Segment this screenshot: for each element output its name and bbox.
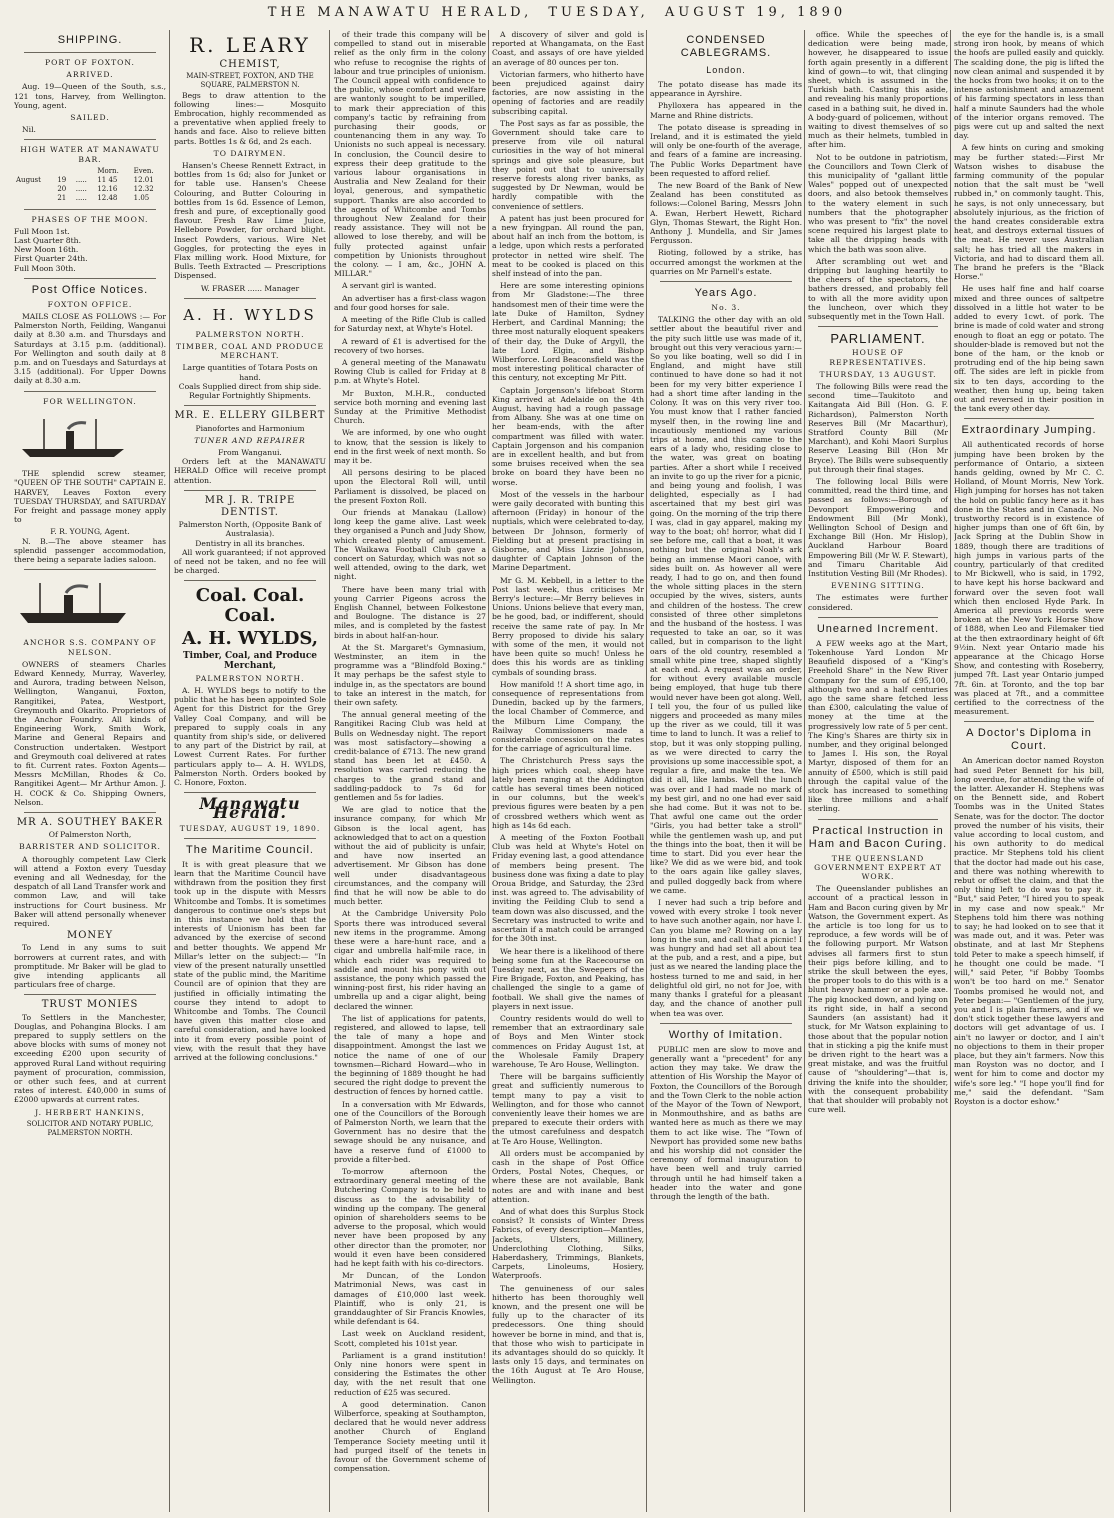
port-heading: PORT OF FOXTON. xyxy=(45,58,135,67)
fraser-manager: W. FRASER ...... Manager xyxy=(200,283,300,293)
paragraph: The list of applications for patents, registered, and allowed to lapse, tell the tale of many a hope and disappointment. Amongst the last we notice the name of one of our townsmen—Richard Howard—who in the beginning of 1889 thought he had secured the right dodge to prevent the destruction of fences by horned cattle. xyxy=(334,1013,486,1097)
moon-phase: First Quarter 24th. xyxy=(14,254,88,264)
wellington-heading: FOR WELLINGTON. xyxy=(43,396,137,406)
high-water-table: Morn. Even. August 19 ..... 11 45 12.01 20 ..... 12.16 12.32 21 ..... 12.48 1.05 xyxy=(14,167,166,204)
estimates-text: The estimates were further considered. xyxy=(808,593,948,612)
totara-posts: Large quantities of Totara Posts on hand. xyxy=(182,363,318,382)
timber-merchant: TIMBER, COAL AND PRODUCE MERCHANT. xyxy=(175,342,324,361)
wylds-text: A. H. WYLDS begs to notify to the public that he has been appointed Sole Agent for this District for the Grey Valley Coal Company, and will be prepared to supply coals in any quantity from ship's side, or delivered to any part of the District by rail, at Lowest Current Rates. For further particulars apply to— A. H. WYLDS, Palmerston North. Orders booked by C. Honore, Foxton. xyxy=(174,685,326,787)
pianos: Pianofortes and Harmonium xyxy=(195,423,305,433)
hw-col: Morn. xyxy=(97,166,119,175)
column-rule xyxy=(488,30,489,1512)
column-rule xyxy=(804,30,805,1512)
wellington-text: THE splendid screw steamer, "QUEEN OF THE SOUTH" CAPTAIN E. HARVEY, Leaves Foxton every TUESDAY THURSDAY, and SATURDAY For freight and passage money apply to xyxy=(14,469,166,525)
palmerston-north: PALMERSTON NORTH. xyxy=(195,329,305,339)
paragraph: Most of the vessels in the harbour were gaily decorated with bunting this afternoon (Friday) in honour of the nuptials, which were celebrated to-day, between Dr Johnson, formerly of Fielding but at present practising in Gisborne, and Miss Lizzie Johnson, daughter of Captain Johnson of the Marine Department. xyxy=(492,489,644,573)
column-rule xyxy=(169,30,170,1512)
paragraph: At the Cambridge University Polo Sports there was introduced several new items in the programme. Among these were a hare-hunt race, and a cigar and umbrella half-mile race, in which each rider was required to saddle and mount his pony with out assistance, the pony which passed the winning-post first, his rider having an umbrella up and a cigar alight, being declared the winner. xyxy=(334,909,486,1011)
column-2 xyxy=(174,30,326,1512)
paragraph: A meeting of the Rifle Club is called for Saturday next, at Whyte's Hotel. xyxy=(334,315,486,334)
jumping-text: All authenticated records of horse jumping have been broken by the performance of Ontario, a sixteen hands gelding, owned by Mr C. C. Holland, of Mount Morris, New York. High jumping for horses has not taken the hold on public fancy here as it has done in the States and in Canada. No trustworthy record is in existence of higher jumps than one of 6ft 6in, by Jack Spring at the Dublin Show in 1889, though there are traditions of high jumps in various parts of the country, particularly of that credited to Mr Bickwell, who is said, in 1792, to have kept his horse backward and forward over the seven foot wall which then enclosed Hyde Park. In America all previous records were broken at the New York Horse Show of 1888, when Leo and Filemaker tied at the then extraordinary height of 6ft 9½in. Next year Ontario made his appearance at the Chicago Horse Show, and contesting with Roseberry, jumped 7ft. Last year Ontario jumped 7ft. 6in. at Toronto, and the top bar was placed at 7ft., and a committee certified to the correctness of the measurement. xyxy=(954,440,1104,717)
paragraph: A few hints on curing and smoking may be further stated:—First Mr Watson wishes to disabuse the farming community of the popular notion that the salt must be "well rubbed in," on commonly taught. This, he says, is not only unnecessary, but absolutely injurious, as the friction of the hand creates considerable extra heat, and destroys external tissues of the meat. He never uses Australian salt; he has tried all the makers in Victoria, and had to discard them all. The brand he prefers is the "Black Horse." xyxy=(954,143,1104,282)
coals-supplied: Coals Supplied direct from ship side. xyxy=(178,381,322,391)
paragraph: A reward of £1 is advertised for the recovery of two horses. xyxy=(334,336,486,355)
paragraph: There have been many trial with young Carrier Pigeons across the English Channel, between Folkestone and Boulogne. The distance is 27 miles, and is completed by the fastest birds in about half-an-hour. xyxy=(334,584,486,640)
paragraph: The genuineness of our sales hitherto has been thoroughly well known, and the present one will be fully up to the character of its predecessors. One thing should however be borne in mind, and that is, that those who wish to participate in its advantages should do so quickly. It lasts only 15 days, and terminates on the 16th August at Te Aro House, Wellington. xyxy=(492,1283,644,1385)
baker-sub: Of Palmerston North, xyxy=(48,830,132,840)
paragraph: We are glad to notice that the insurance company, for which Mr Gibson is the local agent, has acknowledged that to act on a question without the aid of publicity is unfair, and have now inserted an advertisement. Mr Gibson has done well under disadvantageous circumstances, and the company will find that he will now be able to do much better. xyxy=(334,805,486,907)
paragraph: A patent has just been procured for a new fryingpan. All round the pan, about half an inch from the bottom, is a ledge, upon which rests a perforated protector in netted wire shelf. The meat to be cooked is placed on this shelf instead of into the pan. xyxy=(492,213,644,279)
paragraph: Mr G. M. Kebbell, in a letter to the Post last week, thus criticises Mr Berry's lecture:—Mr Berry believes in Unions. Unions believe that every man, be he good, bad, or indifferent, should receive the same rate of pay. In Mr Berry proposed to divide his salary with some of the men, it would not have been quite so much! Unless he does this his words are as tinkling cymbals of sounding brass. xyxy=(492,575,644,677)
column-1 xyxy=(14,30,166,1512)
paragraph: Not to be outdone in patriotism, the Councillors and Town Clerk of this municipality of "gallant little Wales" popped out of unexpected doors, and also betook themselves to the watery element in such numbers that the photographer who was present to "fix" the novel scene required his largest plate to take all the dripping heads with which the bath was soon alive. xyxy=(808,152,948,254)
paragraph: There will be bargains sufficiently great and sufficiently numerous to tempt many to pay a visit to Wellington, and for those who cannot conveniently leave their homes we are prepared to execute their orders with the utmost carefulness and despatch at Te Aro House, Wellington. xyxy=(492,1072,644,1146)
moon-phase: Last Quarter 8th. xyxy=(14,236,81,246)
evening-sitting: EVENING SITTING. xyxy=(831,581,925,591)
arrived-label: ARRIVED. xyxy=(66,70,114,80)
paragraph: We are informed, by one who ought to know, that the session is likely to end in the first week of next month. So may it be. xyxy=(334,428,486,465)
house-heading: HOUSE OF REPRESENTATIVES. xyxy=(829,348,927,367)
steamer-ship-icon xyxy=(14,415,134,461)
years-ago-text: TALKING the other day with an old settler about the beautiful river and the pity such little use was made of it, brought out this very veracious yarn:— So you like boating, well so did I in England, and might have still continued to have done so had it not been for my very bitter experience I had a short time after landing in the Colony. It was on this very river too. You must know that I rather fancied myself then, in the rowing line and incautiously mentioned my various trips at home, and this came to the ears of a lady who, residing close to the water, was great on boating parties. After a short while I received an invite to go up the river for a picnic, and being young and foolish, I was delighted, especially as I had ascertained that my best girl was going. On the morning of the trip there I was, clad in gay apparel, making my way to the boat; oh! horror, what did I see before me, call that a boat, it was nothing but the original Noah's ark being an immense Maori canoe, with sides built on. As however all were ready, I had to go on, and then found the whole sitting places in the stern occupied by the wives, sisters, aunts and children of the hostess. The crew consisted of three other simpletons and the husband of the hostess. I was requested to take an oar, so it was called, but in comparison to the light oars of the old country, resembled a small white pine tree, shaped slightly at each end. A request was an order, for without every available muscle being employed, that huge tub there would never have been got along. Well, I tell you, the four of us pulled like niggers and proceeded as many miles up the river as we could, till it was time to land to lunch. It was a relief to stop, but it was only stopping pulling, as we were directed to carry the provisions up some inaccessible spot, a regular a fire, and make the tea. We did it all, like lambs. Well the lunch was over and I had made no mark of my best girl, and no one had ever said she had come. But it was not to be. That awful one came out the order "Girls, you had better take a stroll" while the gentlemen wash up, and put the things into the boat, then it will be time to start. Did you ever hear the like? We did as we were bid, and took to the oars again like galley slaves, and pulled doggedly back from where we came. xyxy=(650,315,802,895)
money-heading: MONEY xyxy=(66,930,114,942)
orders-text: Orders left at the MANAWATU HERALD Office will receive prompt attention. xyxy=(174,457,326,485)
paragraph: We hear there is a likelihood of there being some fun at the Racecourse on Tuesday next, as the Sweepers of the Fire Brigade, Foxton, and Peaking, has challenged the single to a game of football. We shall give the names of players in next issue. xyxy=(492,946,644,1011)
herald-title: Manawatu Herald. xyxy=(199,794,301,823)
anchor-text: OWNERS of steamers Charles Edward Kennedy, Murray, Waverley, and Aurora, trading between Nelson, Wellington, Wanganui, Foxton, Rangitikei, Patea, Westport, Greymouth and Okarito. Proprietors of the Anchor Foundry. All kinds of Engineering Work, Smith Work, Marine and General Repairs and Construction undertaken. Westport and Greymouth coal delivered at rates to fit. Current rates. Foxton Agents— Messrs McMillan, Rhodes & Co. Rangitikei Agent— Mr Arthur Amon. J. H. COCK & Co. Shipping Owners, Nelson. xyxy=(14,659,166,807)
money-text: To Lend in any sums to suit borrowers at current rates, and with promptitude. Mr Baker will be glad to give intending applicants all particulars free of charge. xyxy=(14,943,166,990)
cable-item: The new Board of the Bank of New Zealand has been constituted as follows:—Colonel Baring, Messrs John A. Ewan, Herbert Hewett, Richard Glyn, Thomas Stewart, the Right Hon. Anthony J. Mundella, and Sir James Fergusson. xyxy=(650,181,802,246)
paragraph: A meeting of the Foxton Football Club was held at Whyte's Hotel on Friday evening last, a good attendance of members being present. The business done was fixing a date to play Oroua Bridge, and Saturday, the 23rd inst. was agreed to. The advisability of inviting the Feilding Club to send a team down was also discussed, and the Secretary was instructed to write and ascertain if a match could be arranged for the 30th inst. xyxy=(492,833,644,944)
masthead xyxy=(0,0,1114,26)
palmerston-north-2: PALMERSTON NORTH. xyxy=(195,673,305,683)
unearned-text: A FEW weeks ago at the Mart, Tokenhouse Yard London Mr Beaufield disposed of a "King's Freehold Share" in the New River Company for the sum of £95,100, although two and a half centuries ago the same share fetched less than £300, calculating the value of money at the time at the progressively low rate of 5 per cent. The King's Shares are thirty six in number, and they original belonged to James I. His son, the Royal Martyr, disposed of them for an annuity of £500, which is still paid through the capital value of the stock has increased to something like three millions and a-half sterling. xyxy=(808,638,948,814)
from-wanganui: From Wanganui. xyxy=(218,447,282,457)
parliament-text: The following Bills were read the second time—Taukitoto and Kaitangata Aid Bill (Hon. G. F. Richardson), Palmerston North Reserves Bill (Mr Macarthur), Stratford County Bill (Mr Marchant), and Kohi Maori Surplus Reserve Leasing Bill (Hon Mr Bryce). The Bills were subsequently put through their final stages. xyxy=(808,381,948,474)
paragraph: Last week on Auckland resident, Scott, completed his 101st year. xyxy=(334,1329,486,1348)
jumping-heading: Extraordinary Jumping. xyxy=(961,424,1097,437)
timber-big: Timber, Coal, and Produce Merchant, xyxy=(182,651,318,671)
worthy-heading: Worthy of Imitation. xyxy=(668,1028,784,1041)
issue-date-line: TUESDAY, AUGUST 19, 1890. xyxy=(179,823,321,833)
unearned-heading: Unearned Increment. xyxy=(816,622,940,635)
years-ago-text-end: I never had such a trip before and vowed with every stroke I took never to have such another again, nor have I. Can you blame me? Rowing on a lay long in the sun, and call that a picnic! I was hungry and had set all about tea at the pub, and a rest, and a pipe, but just as we neared the landing place the hostess turned to me and said, in her delightful old girl, no not for Joe, with many thanks I grateful for a pleasant day, and the chance of another pull when tea was over. xyxy=(650,898,802,1018)
paragraph: All orders must be accompanied by cash in the shape of Post Office Orders, Postal Notes, Cheques, or where these are not available, Bank notes are and with inane and best attention. xyxy=(492,1148,644,1204)
paragraph: To-morrow afternoon the extraordinary general meeting of the Butchering Company is to be held to discuss as to the advisability of winding up the company. The general opinion of shareholders seems to be adverse to the proposal, which would never have been proposed by any other director than the promoter, nor would it even have been considered had he kept faith with his co-directors. xyxy=(334,1166,486,1268)
dairy-text: Hansen's Cheese Rennett Extract, in bottles from 1s 6d; also for Junket or for table use. Hansen's Cheese Colouring, and Butter Colouring in bottles from 1s 6d. Essence of Lemon, fresh and pure, of exceptionally good flavour. Fresh Raw Lime Juice, Hellebore Powder, for orchard blight. Insect Powders, various. Wire Net Goggles, for protecting the eyes in Flax milling work. Hood Mixture, for Bulls. Teeth Extracted — Prescriptions Dispensed. xyxy=(174,161,326,281)
paragraph: A servant girl is wanted. xyxy=(342,281,437,291)
doctor-heading: A Doctor's Diploma in Court. xyxy=(966,727,1092,753)
sailed-text: Nil. xyxy=(22,125,36,135)
wylds-heading: A. H. WYLDS xyxy=(183,305,317,324)
practical-text: The Queenslander publishes an account of a practical lesson in Ham and Bacon curing given by Mr Watson, the Government expert. As the article is too long for us to reproduce, a few words will be of the following purport. Mr Watson advises all farmers first to stun their pigs before killing, and to strike the skull between the eyes, the proper tools to do this with is a blunt heavy hammer or a pole axe. The pig knocked down, and lying on its right side, in half a second Saunders (an assistant) had it stuck, for Mr Watson explaining to those about that the popular notion that in sticking a pig the knife must be driven right to the heart was a great mistake, and was the fruitful cause of "shouldering"—that is, driving the knife into the shoulder, with the consequent probability that that shoulder will probably not cure well. xyxy=(808,884,948,1115)
tripe-address: Palmerston North, (Opposite Bank of Australasia). xyxy=(178,520,322,539)
paragraph: The Post says as far as possible, the Government should take care to preserve from vile oil natural curiosities in the way of hot mineral springs and give sole pleasure, but they point out that to universally reserve forests along river banks, as suggested by Dr Newman, would be hardly compatible with the convenience of settlers. xyxy=(492,118,644,211)
paragraph: Mr Duncan, of the London Matrimonial News, was cast in damages of £10,000 last week. Plaintiff, who is only 21, is granddaughter of Sir Francis Knowles, while defendant is 64. xyxy=(334,1271,486,1327)
baker-heading: MR A. SOUTHEY BAKER xyxy=(16,816,164,828)
paragraph: Victorian farmers, who hitherto have been prejudiced against dairy factories, are now assisting in the opening of factories and are readily subscribing capital. xyxy=(492,69,644,116)
paragraph: The Christchurch Press says the high prices which coal, sheep have lately been ranging at the Addington cattle has several times been noticed in our columns, but the week's previous figures were beaten by a pen of crossbred wethers which went as high as 14s 6d each. xyxy=(492,756,644,830)
paragraph: Parliament is a grand institution! Only nine honors were spent in considering the Estimates the other day, with the net result that one reduction of £25 was secured. xyxy=(334,1350,486,1397)
paragraph: All persons desiring to be placed upon the Electoral Roll will, until Parliament is dissolved, be placed on the present Foxton Roll. xyxy=(334,468,486,505)
trust-heading: TRUST MONIES xyxy=(41,999,139,1011)
paragraph: Country residents would do well to remember that an extraordinary sale of Boys and Men Winter stock commences on Friday August 1st, at the Wholesale Family Drapery warehouse, Te Aro House, Wellington. xyxy=(492,1013,644,1069)
column-7 xyxy=(954,30,1104,1512)
issue-day: TUESDAY, xyxy=(548,5,649,20)
cable-item: The potato disease has made its appearance in Ayrshire. xyxy=(650,80,802,99)
council-heading: The Maritime Council. xyxy=(186,843,314,856)
paragraph: A discovery of silver and gold is reported at Whangamata, on the East Coast, and assays of ore have yielded an average of 80 ounces per ton. xyxy=(492,30,644,67)
tripe-branches: Dentistry in all its branches. xyxy=(195,538,305,548)
tuner: TUNER AND REPAIRER xyxy=(194,435,306,445)
paragraph: of their trade this company will be compelled to stand out in miserable relief as the only firm in the colony who refuse to recognise the rights of labour and true principles of unionism. The Council appeal with confidence to the public, whose comfort and welfare are wantonly sought to be imperilled, to mark their appreciation of this company's tactic by refraining from purchasing their goods, or countenancing them in any way. To Unionists no such appeal is necessary. In conclusion, the Council desire to express their deep gratitude to the various labour organisations in Australia and New Zealand for their loyal, generous, and sympathetic support. Thanks are also accorded to the agents of Whitcombe and Tombs throughout New Zealand for their ready assistance. They will not be allowed to lose thereby, and will be fully protected against unfair competition by Unionists throughout the colony. — I am, &c., JOHN A. MILLAR." xyxy=(334,30,486,279)
cablegrams-heading: CONDENSED CABLEGRAMS. xyxy=(680,34,772,59)
cable-item: Rioting, followed by a strike, has occurred amongst the workmen at the quarries on Mr Parnell's estate. xyxy=(650,248,802,276)
paragraph: office. While the speeches of dedication were being made, however, he disappeared to issue forth again presently in a different kind of gown—to wit, that clinging sheet, which is assumed in the Turkish bath. Casting this aside, and revealing his manly proportions cased in a bathing suit, he dived in. A body-guard of policemen, without waiting to divest themselves of so much as their helmets, tumbled in after him. xyxy=(808,30,948,150)
years-ago-number: No. 3. xyxy=(711,303,741,313)
paragraph: He uses half fine and half coarse mixed and three ounces of saltpetre dissolved in a little hot water to be added to every 1cwt. of pork. The brine is made of cold water and strong enough to float an egg or potato. The shoulder-blade is removed but not the bone of the ham, or the knob or protruding end of the hip being sawn off. The sides are left in pickle from six to ten days, according to the weather, then hung up, being taken out and reversed in their position in the tank every other day. xyxy=(954,284,1104,414)
hankins-name: J. HERBERT HANKINS, xyxy=(35,1107,145,1117)
parliament-text: The following local Bills were committed, read the third time, and passed as follows:—Borough of Devonport Empowering and Endowment Bill (Mr Monk), Wellington School of Design and Exchange Bill (Hon. Mr Hislop), Auckland Harbour Board Empowering Bill (Mr W. F. Stewart), and Timaru Charitable Aid Institution Vesting Bill (Mr Rhodes). xyxy=(808,476,948,578)
column-rule xyxy=(646,30,647,1512)
paragraph: And of what does this Surplus Stock consist? It consists of Winter Dress Fabrics, of every description—Mantles, Jackets, Ulsters, Millinery, Underclothing Clothing, Silks, Haberdashery, Trimmings, Blankets, Carpets, Linoleums, Hosiery, Waterproofs. xyxy=(492,1206,644,1281)
years-ago-heading: Years Ago. xyxy=(694,287,758,300)
london-heading: London. xyxy=(706,65,746,75)
column-6 xyxy=(808,30,948,1512)
paragraph: The annual general meeting of the Rangitikei Racing Club was held at Bulls on Wednesday night. The report was most satisfactory—showing a credit-balance of £713. The new grand stand has been let at £450. A resolution was carried reducing the charges to the grand stand and saddling-paddock to 7s 6d for gentlemen and 5s for ladies. xyxy=(334,710,486,803)
shipping-heading: SHIPPING. xyxy=(57,34,123,46)
parliament-heading: PARLIAMENT. xyxy=(830,331,926,347)
moon-phase: Full Moon 1st. xyxy=(14,226,70,236)
paragraph: Captain Jorgenson's lifeboat Storm King arrived at Adelaide on the 4th August, having had a rough passage from Albany. She was at one time on her beam-ends, with the after compartment was filled with water. Captain Jorgenson and his companion are in excellent health, and but from some bruises received when the sea broke on board they have been no worse. xyxy=(492,385,644,487)
tripe-heading: MR J. R. TRIPE xyxy=(204,494,296,506)
column-rule xyxy=(950,30,951,1512)
paragraph: A general meeting of the Manawatu Rowing Club is called for Friday at 8 p.m. at Whyte's Hotel. xyxy=(334,357,486,386)
paragraph: In a conversation with Mr Edwards, one of the Councillors of the Borough of Palmerston North, we learn that the Government has no desire that the sewage should be any nuisance, and have a reserve fund of £1000 to provide a filter-bed. xyxy=(334,1099,486,1164)
column-5 xyxy=(650,30,802,1512)
post-heading: Post Office Notices. xyxy=(31,283,149,296)
doctor-text: An American doctor named Royston had sued Peter Bennett for his bill, long overdue, for attending the wife of the latter. Alexander H. Stephens was on the Bennett side, and Robert Toombs was in the United States Senate, was for the doctor. The doctor proved the number of his visits, their value according to local custom, and his own authority to do medical practice. Mr Stephens told his client that the doctor had made out his case, and there was nothing wherewith to rebut or offset the claim, and that the only thing left to do was to pay it. "But," said Peter, "I hired you to speak in my case and now speak." Mr Stephens told him there was nothing to say; he had looked on to see that it was made out, and it was. Peter was obstinate, and at last Mr Stephens told Peter to make a speech himself, if he thought one could be made. "I will," said Peter, "if Bobby Toombs won't be too hard on me." Senator Toombs promised he would not, and Peter began:— "Gentlemen of the jury, you and I is plain farmers, and if we don't stick together these lawyers and doctors will get advantage of us. I ain't no lawyer or doctor, and I ain't no objections to them in their proper place, but they ain't farmers. Now this man Royston was no doctor, and I went for him to come and doctor my wife's sore leg." "I hope you'll find for me," said the defendant. "Sam Royston is a doctor eshow." xyxy=(954,756,1104,1106)
coal-heading: Coal. Coal. Coal. xyxy=(195,585,305,627)
practical-sub: THE QUEENSLAND GOVERNMENT EXPERT AT WORK. xyxy=(814,853,942,882)
arrived-text: Aug. 19—Queen of the South, s.s., 121 tons, Harvey, from Wellington. Young, agent. xyxy=(14,82,166,110)
tripe-text: All work guaranteed; if not approved of need not be taken, and no fee will be charged. xyxy=(174,547,326,576)
paper-name: THE MANAWATU HERALD, xyxy=(267,5,533,20)
sailed-label: SAILED. xyxy=(70,113,110,123)
council-text: It is with great pleasure that we learn that the Maritime Council have withdrawn from the position they first took up in the dispute with Messrs Whitcombe and Tombs. It is sometimes dangerous to continue one's steps but in this instance we hold that the interests of Unionism has been far advanced by the exercise of second and better thoughts. We append Mr Millar's letter on the subject:— "In view of the present naturally unsettled state of the public mind, the Maritime Council are of opinion that they are justified in officially intimating the course they intend to adopt to Whitcombe and Tombs. The Council have given this matter close and careful consideration, and have looked into it from every possible point of view, with the result that they have arrived at the following conclusions." xyxy=(174,859,326,1063)
high-water-heading: HIGH WATER AT MANAWATU BAR. xyxy=(20,145,160,164)
anchor-ship-icon xyxy=(14,581,134,627)
column-3 xyxy=(334,30,486,1512)
column-rule xyxy=(329,30,330,1512)
worthy-text: PUBLIC men are slow to move and generally want a "precedent" for any action they may take. We draw the attention of His Worship the Mayor of Foxton, the Councillors of the Borough and the Town Clerk to the noble action of the Mayor of the Town of Newport, in Monmouthshire, and as baths are wanted here as much as there we may them to act like wise. The "Town of Newport has provided some new baths and his worship did not consider the ceremony of formal inauguration to have been well and truly carried through until he had himself taken a header into the water and gone through the length of the bath. xyxy=(650,1044,802,1201)
paragraph: the eye for the handle is, is a small strong iron hook, by means of which the hoofs are pulled easily and quickly. The scalding done, the pig is lifted the now clean animal and suspended it by the hocks from two hooks; it on to the intense astonishment and amazement of his farming spectators in less than half a minute Saunders had the whole of the interior organs removed. The pigs were cut up and salted the next day. xyxy=(954,30,1104,141)
paragraph: An advertiser has a first-class wagon and four good horses for sale. xyxy=(334,293,486,312)
column-4 xyxy=(492,30,644,1512)
moon-heading: PHASES OF THE MOON. xyxy=(31,214,149,224)
paragraph: Our friends at Manakau (Lallow) long keep the game alive. Last week they organised a Punch and Judy Show, which created plenty of amusement. The Waikawa Football Club gave a concert on Saturday, which was not so well attended, owing to the dark, wet night. xyxy=(334,507,486,582)
post-text: MAILS CLOSE AS FOLLOWS :— For Palmerston North, Feilding, Wanganui daily at 8.30 a.m. and Thursdays and Saturdays at 3.15 p.m. (additional). For Wellington and south daily at 8 p.m. and on Tuesdays and Saturdays at 3.15 (additional). For Upper Downs daily at 8.30 a.m. xyxy=(14,312,166,386)
paragraph: After scrambling out wet and dripping but laughing heartily to the cheers of the spectators, the bathers dressed, and probably fell to with all the more avidity upon the luncheon, over which they subsequently met in the Town Hall. xyxy=(808,256,948,322)
paragraph: How manifold !! A short time ago, in consequence of representations from Dunedin, backed up by the farmers, the local Chamber of Commerce, and the Milburn Lime Company, the Railway Commissioners made a considerable concession on the rates for the carriage of agricultural lime. xyxy=(492,679,644,754)
cable-item: Phylloxera has appeared in the Marne and Rhine districts. xyxy=(650,101,802,120)
wellington-agent: F. R. YOUNG, Agent. xyxy=(50,527,130,537)
leary-name: R. LEARY xyxy=(189,33,311,57)
hw-col: Even. xyxy=(133,166,154,175)
trust-text: To Settlers in the Manchester, Douglas, and Pohangina Blocks. I am prepared to supply settlers on the above blocks with sums of money not exceeding £200 upon security of approved Rural Land without requiring payment of procuration, commission, or other such fees, and at current rates of interest. £40,000 in sums of £2000 upwards at current rates. xyxy=(14,1012,166,1105)
shipments: Regular Fortnightly Shipments. xyxy=(189,391,311,401)
dairymen-heading: TO DAIRYMEN. xyxy=(213,148,287,158)
gilbert-heading: MR. E. ELLERY GILBERT xyxy=(174,410,326,422)
wellington-nb: N. B.—The above steamer has splendid passenger accommodation, there being a separate ladies saloon. xyxy=(14,536,166,564)
paragraph: Here are some interesting opinions from Mr Gladstone:—The three handsomest men of their time were the late Duke of Hamilton, Sydney Herbert, and Cardinal Manning; the three most naturally eloquent speakers of their day, the Duke of Argyll, the late Lord Elgin, and Bishop Wilberforce. Lord Beaconsfield was the most interesting political character of this century, not excepting Mr Pitt. xyxy=(492,281,644,383)
chemist-title: CHEMIST, xyxy=(219,59,281,70)
anchor-heading: ANCHOR S.S. COMPANY OF NELSON. xyxy=(23,638,157,657)
wylds-big-heading: A. H. WYLDS, xyxy=(182,628,318,650)
leary-text: Begs to draw attention to the following lines:— Mosquito Embrocation, highly recommended as a preventative when applied freely to hands and face. Also to relieve bitten parts. Bottles 1s & 6d, and 2s each. xyxy=(174,90,326,146)
issue-date: AUGUST 19, 1890 xyxy=(664,5,847,20)
parliament-date: THURSDAY, 13 AUGUST. xyxy=(819,369,937,379)
post-sub: FOXTON OFFICE. xyxy=(47,299,133,309)
paragraph: At the St. Margaret's Gymnasium, Westminster, an item in the programme was a "Blindfold Boxing." It may perhaps be the safest style to indulge in, as the spectators are bound to take an interest in the match, for their own safety. xyxy=(334,642,486,708)
practical-heading: Practical Instruction in Ham and Bacon Curing. xyxy=(808,824,948,850)
baker-text: A thoroughly competent Law Clerk will attend a Foxton every Tuesday evening and all Wednesday, for the despatch of all Land Transfer work and common Law, and will take instructions for Court business. Mr Baker will attend personally whenever required. xyxy=(14,854,166,929)
paragraph: Mr Buxton, M.H.R., conducted service both morning and evening last Sunday at the Primitive Methodist Church. xyxy=(334,388,486,426)
baker-role: BARRISTER AND SOLICITOR. xyxy=(19,842,161,852)
moon-phase: Full Moon 30th. xyxy=(14,263,76,273)
dentist-title: DENTIST. xyxy=(221,506,279,518)
hankins-sub: SOLICITOR AND NOTARY PUBLIC, PALMERSTON NORTH. xyxy=(26,1119,154,1138)
leary-address: MAIN-STREET, FOXTON, AND THE SQUARE, PALMERSTON N. xyxy=(186,72,314,90)
paragraph: A good determination. Canon Wilberforce, speaking at Southampton, declared that he would never address another Church of England Temperance Society meeting until it had purged itself of the tenets in favour of the Government scheme of compensation. xyxy=(334,1399,486,1474)
moon-phase: New Moon 16th. xyxy=(14,245,79,255)
cable-item: The potato disease is spreading in Ireland, and it is estimated the yield will only be one-fourth of the average, and fears of a famine are increasing. The Public Works Department have been requested to afford relief. xyxy=(650,122,802,178)
